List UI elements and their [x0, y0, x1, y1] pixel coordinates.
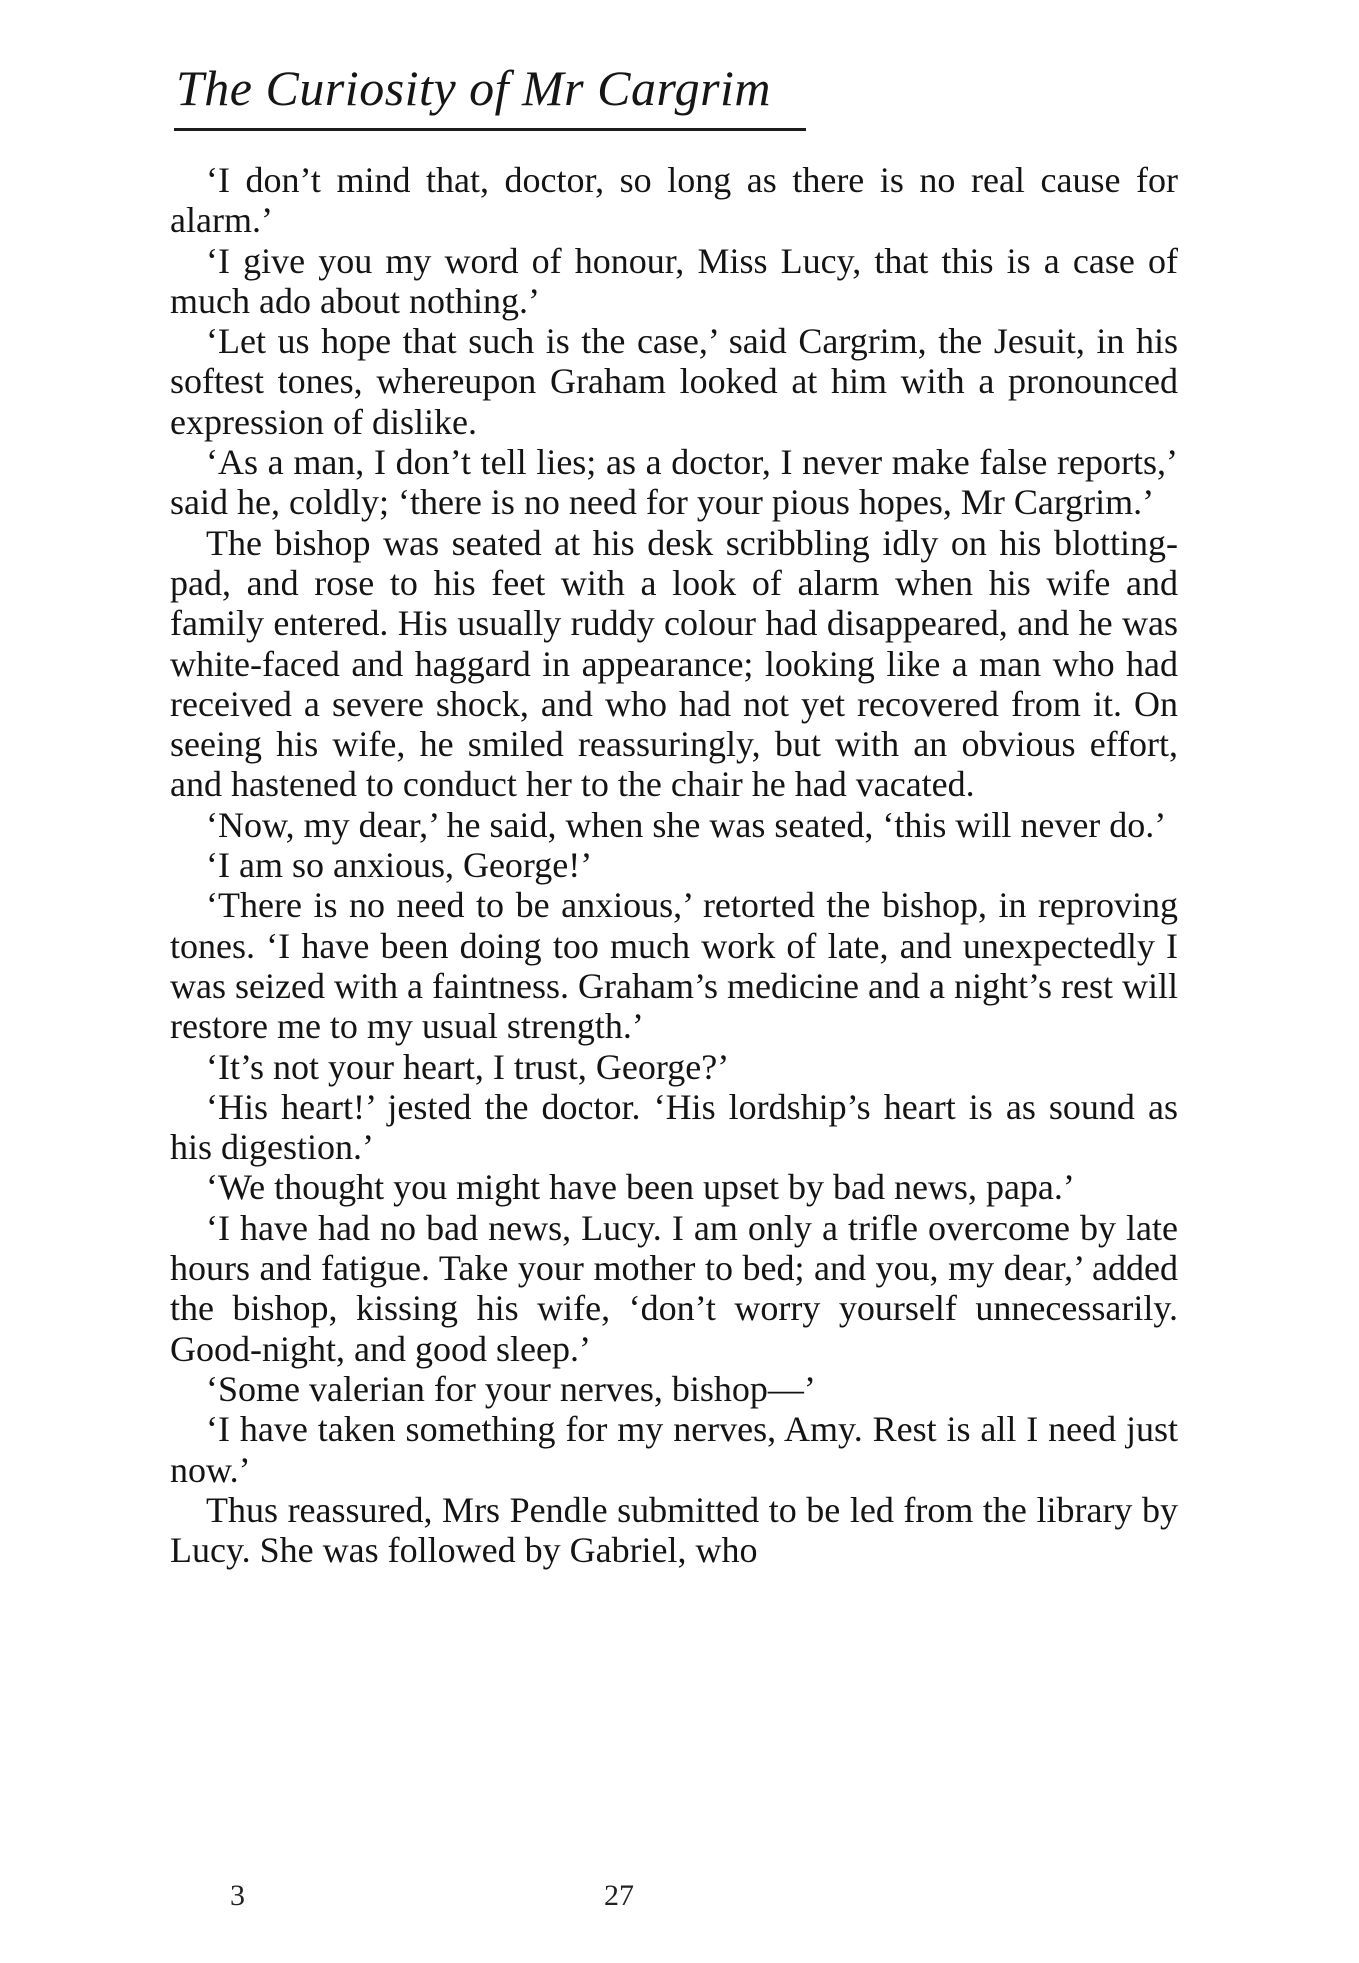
signature-mark: 3 [230, 1879, 245, 1912]
paragraph: ‘Some valerian for your nerves, bishop—’ [206, 1368, 816, 1409]
body-text [170, 160, 1178, 1570]
paragraph: ‘I don’t mind that, doctor, so long as there is no real cause for alarm.’ [170, 160, 1178, 241]
page-number: 27 [604, 1879, 634, 1912]
paragraph: ‘We thought you might have been upset by bad news, papa.’ [206, 1167, 1075, 1208]
running-head-rule [174, 128, 806, 131]
paragraph: ‘I have taken something for my nerves, Amy. Rest is all I need just now.’ [170, 1409, 1178, 1490]
paragraph: ‘Now, my dear,’ he said, when she was seated, ‘this will never do.’ [206, 804, 1167, 845]
running-head: The Curiosity of Mr Cargrim [176, 60, 772, 116]
paragraph: ‘His heart!’ jested the doctor. ‘His lordship’s heart is as sound as his digestion.’ [170, 1086, 1178, 1168]
paragraph: The bishop was seated at his desk scribbling idly on his blotting-pad, and rose to his feet with a look of alarm when his wife and family entered. His usually ruddy colour had disappeared, and he was white-faced and haggard in appearance; looking like a man who had received a severe shock, and who had not yet recovered from it. On seeing his wife, he smiled reassuringly, but with an obvious effort, and hastened to conduct her to the chair he had vacated. [170, 522, 1178, 805]
paragraph: ‘I have had no bad news, Lucy. I am only a trifle overcome by late hours and fatigue. Take your mother to bed; and you, my dear,’ added the bishop, kissing his wife, ‘don’t worry yourself unnecessarily. Good-night, and good sleep.’ [170, 1207, 1178, 1369]
paragraph: ‘I give you my word of honour, Miss Lucy, that this is a case of much ado about nothing.’ [170, 240, 1178, 321]
paragraph: ‘Let us hope that such is the case,’ said Cargrim, the Jesuit, in his softest tones, whereupon Graham looked at him with a pronounced expression of dislike. [170, 321, 1178, 442]
paragraph: Thus reassured, Mrs Pendle submitted to be led from the library by Lucy. She was followed by Gabriel, who [170, 1489, 1178, 1571]
paragraph: ‘I am so anxious, George!’ [206, 845, 593, 886]
paragraph: ‘It’s not your heart, I trust, George?’ [206, 1046, 730, 1087]
paragraph: ‘As a man, I don’t tell lies; as a doctor, I never make false reports,’ said he, coldly; ‘there is no need for your pious hopes, Mr Cargrim.’ [170, 442, 1178, 523]
paragraph: ‘There is no need to be anxious,’ retorted the bishop, in reproving tones. ‘I have been doing too much work of late, and unexpectedly I was seized with a faintness. Graham’s medicine and a night’s rest will restore me to my usual strength.’ [170, 885, 1178, 1047]
